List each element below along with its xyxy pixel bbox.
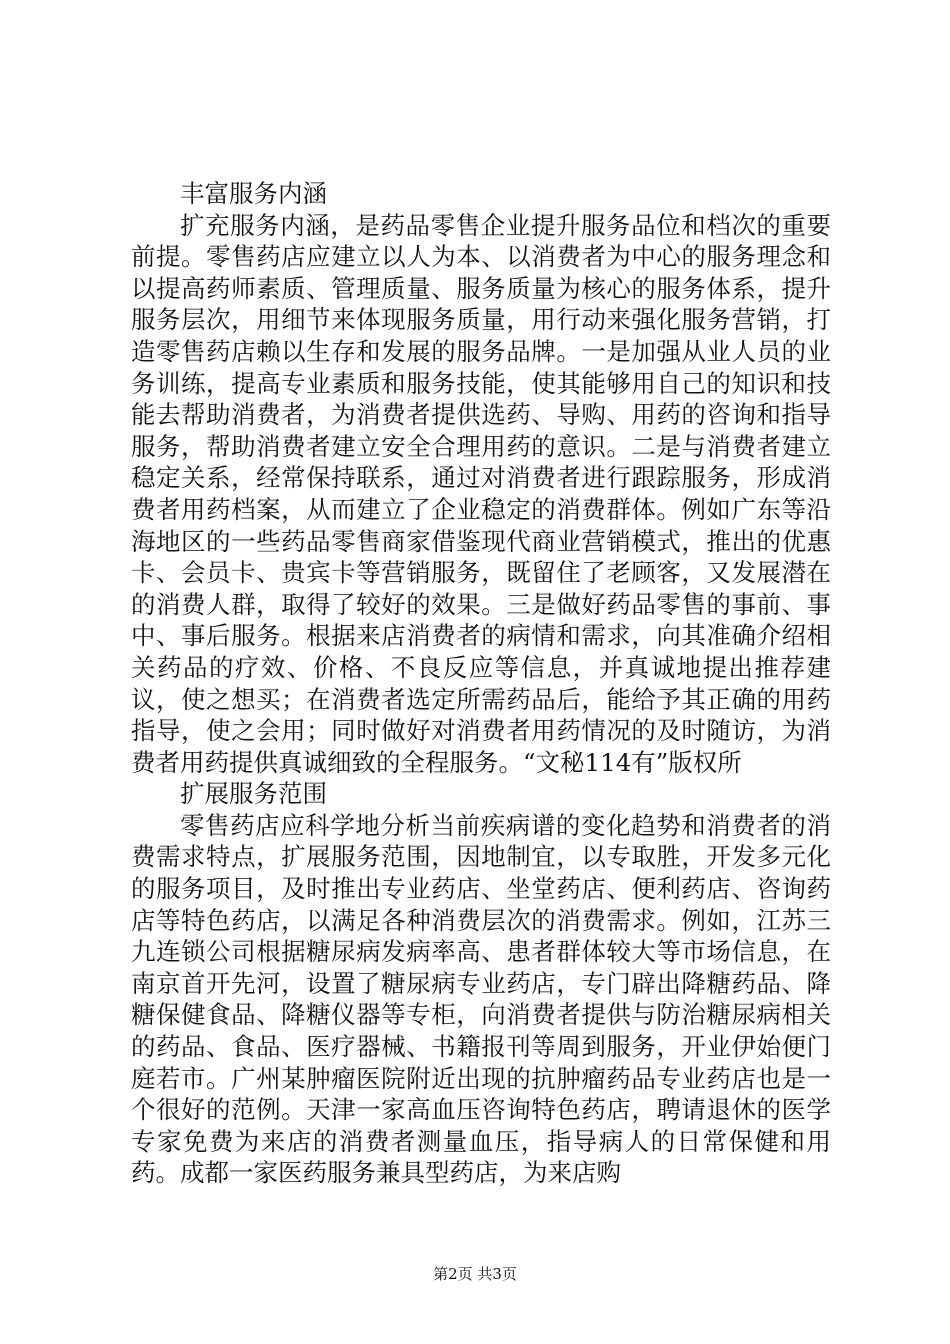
section-heading-enrich-service: 丰富服务内涵 bbox=[180, 179, 327, 208]
section-paragraph-enrich-service: 扩充服务内涵，是药品零售企业提升服务品位和档次的重要前提。零售药店应建立以人为本、以消费者为中心的服务理念和以提高药师素质、管理质量、服务质量为核心的服务体系，提升服务层次，用细节来体现服务质量，用行动来强化服务营销，打造零售药店赖以生存和发展的服务品牌。一是加强从业人员的业务训练，提高专业素质和服务技能，使其能够用自己的知识和技能去帮助消费者，为消费者提供选药、导购、用药的咨询和指导服务，帮助消费者建立安全合理用药的意识。二是与消费者建立稳定关系，经常保持联系，通过对消费者进行跟踪服务，形成消费者用药档案，从而建立了企业稳定的消费群体。例如广东等沿海地区的一些药品零售商家借鉴现代商业营销模式，推出的优惠卡、会员卡、贵宾卡等营销服务，既留住了老顾客，又发展潜在的消费人群，取得了较好的效果。三是做好药品零售的事前、事中、事后服务。根据来店消费者的病情和需求，向其准确介绍相关药品的疗效、价格、不良反应等信息，并真诚地提出推荐建议，使之想买；在消费者选定所需药品后，能给予其正确的用药指导，使之会用；同时做好对消费者用药情况的及时随访，为消费者用药提供真诚细致的全程服务。“文秘114有”版权所 bbox=[131, 210, 831, 777]
document-body bbox=[131, 178, 831, 1189]
page-number-footer: 第2页 共3页 bbox=[433, 1265, 517, 1283]
section-paragraph-expand-scope: 零售药店应科学地分析当前疾病谱的变化趋势和消费者的消费需求特点，扩展服务范围，因地制宜，以专取胜，开发多元化的服务项目，及时推出专业药店、坐堂药店、便利药店、咨询药店等特色药店，以满足各种消费层次的消费需求。例如，江苏三九连锁公司根据糖尿病发病率高、患者群体较大等市场信息，在南京首开先河，设置了糖尿病专业药店，专门辟出降糖药品、降糖保健食品、降糖仪器等专柜，向消费者提供与防治糖尿病相关的药品、食品、医疗器械、书籍报刊等周到服务，开业伊始便门庭若市。广州某肿瘤医院附近出现的抗肿瘤药品专业药店也是一个很好的范例。天津一家高血压咨询特色药店，聘请退休的医学专家免费为来店的消费者测量血压，指导病人的日常保健和用药。成都一家医药服务兼具型药店，为来店购 bbox=[131, 810, 831, 1188]
section-heading-expand-scope: 扩展服务范围 bbox=[180, 779, 327, 809]
